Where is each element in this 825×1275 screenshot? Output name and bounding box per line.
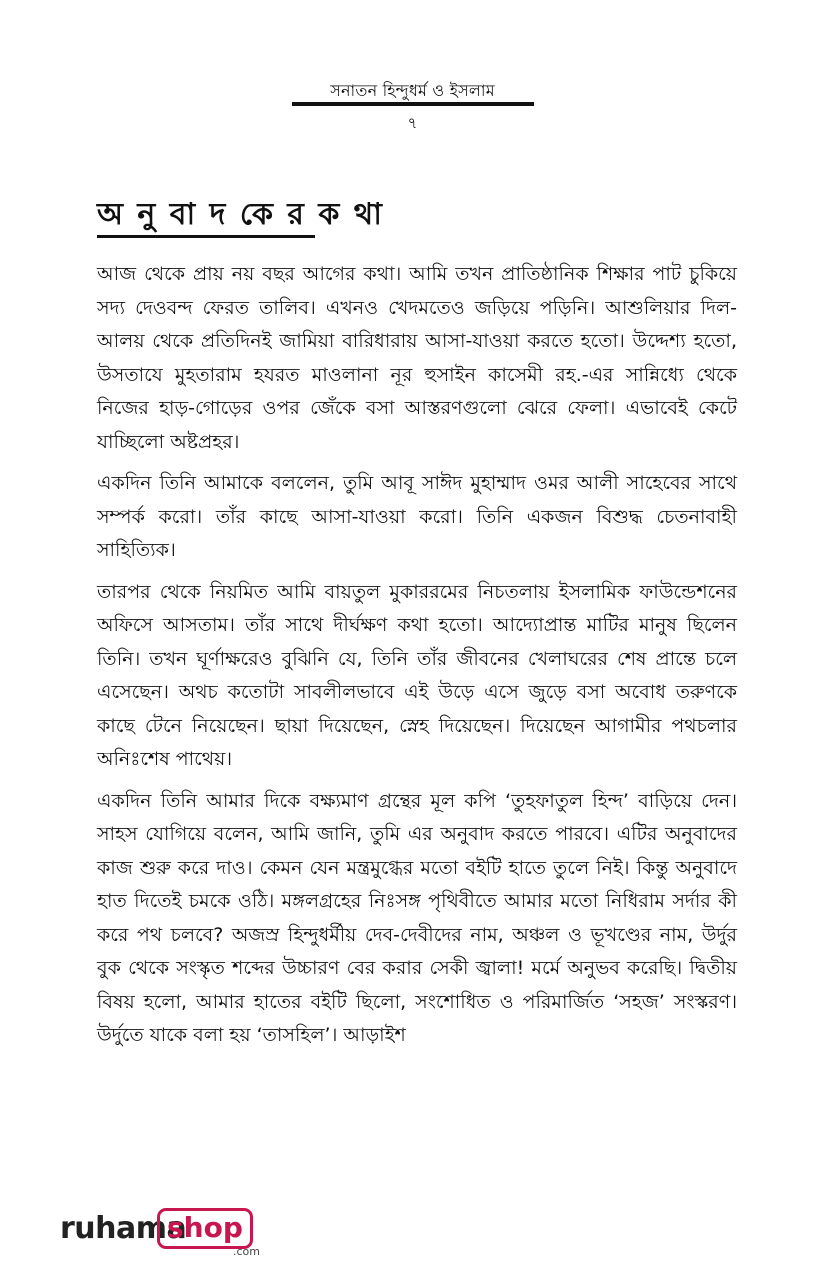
running-head-title: সনাতন হিন্দুধর্ম ও ইসলাম [330,81,495,100]
brand-name: ruhama [60,1211,187,1246]
page-number: ৭ [407,114,418,132]
chapter-title-underline [97,235,315,238]
body-text [97,258,737,1061]
brand-domain: .com [233,1245,260,1258]
paragraph: একদিন তিনি আমাকে বললেন, তুমি আবূ সাঈদ মুহাম্মাদ ওমর আলী সাহেবের সাথে সম্পর্ক করো। তাঁর কাছে আসা-যাওয়া করো। তিনি একজন বিশুদ্ধ চেতনাবাহী সাহিত্যিক। [97,472,737,561]
paragraph: তারপর থেকে নিয়মিত আমি বায়তুল মুকাররমের নিচতলায় ইসলামিক ফাউন্ডেশনের অফিসে আসতাম। তাঁর সাথে দীর্ঘক্ষণ কথা হতো। আদ্যোপ্রান্ত মাটির মানুষ ছিলেন তিনি। তখন ঘূর্ণাক্ষরেও বুঝিনি যে, তিনি তাঁর জীবনের খেলাঘরের শেষ প্রান্তে চলে এসেছেন। অথচ কতোটা সাবলীলভাবে এই উড়ে এসে জুড়ে বসা অবোধ তরুণকে কাছে টেনে নিয়েছেন। ছায়া দিয়েছেন, স্নেহ দিয়েছেন। দিয়েছেন আগামীর পথচলার অনিঃশেষ পাথেয়। [97,580,737,770]
paragraph: আজ থেকে প্রায় নয় বছর আগের কথা। আমি তখন প্রাতিষ্ঠানিক শিক্ষার পাট চুকিয়ে সদ্য দেওবন্দ ফেরত তালিব। এখনও খেদমতেও জড়িয়ে পড়িনি। আশুলিয়ার দিল-আলয় থেকে প্রতিদিনই জামিয়া বারিধারায় আসা-যাওয়া করতে হতো। উদ্দেশ্য হতো, উসতাযে মুহতারাম হযরত মাওলানা নূর হুসাইন কাসেমী রহ.-এর সান্নিধ্যে থেকে নিজের হাড়-গোড়ের ওপর জেঁকে বসা আস্তরণগুলো ঝেরে ফেলা। এভাবেই কেটে যাচ্ছিলো অষ্টপ্রহর। [97,263,737,453]
paragraph: একদিন তিনি আমার দিকে বক্ষ্যমাণ গ্রন্থের মূল কপি ‘তুহফাতুল হিন্দ’ বাড়িয়ে দেন। সাহস যোগিয়ে বলেন, আমি জানি, তুমি এর অনুবাদ করতে পারবে। এটির অনুবাদের কাজ শুরু করে দাও। কেমন যেন মন্ত্রমুগ্ধের মতো বইটি হাতে তুলে নিই। কিন্তু অনুবাদে হাত দিতেই চমকে ওঠি। মঙ্গলগ্রহের নিঃসঙ্গ পৃথিবীতে আমার মতো নিধিরাম সর্দার কী করে পথ চলবে? অজস্র হিন্দুধর্মীয় দেব-দেবীদের নাম, অঞ্চল ও ভূখণ্ডের নাম, উর্দুর বুক থেকে সংস্কৃত শব্দের উচ্চারণ বের করার সেকী জ্বালা! মর্মে অনুভব করেছি। দ্বিতীয় বিষয় হলো, আমার হাতের বইটি ছিলো, সংশোধিত ও পরিমার্জিত ‘সহজ’ সংস্করণ। উর্দুতে যাকে বলা হয় ‘তাসহিল’। আড়াইশ [97,789,737,1046]
brand-shop-badge: shop [157,1208,253,1249]
header-rule [292,102,534,106]
chapter-title: অ নু বা দ কে র ক থা [97,197,384,232]
